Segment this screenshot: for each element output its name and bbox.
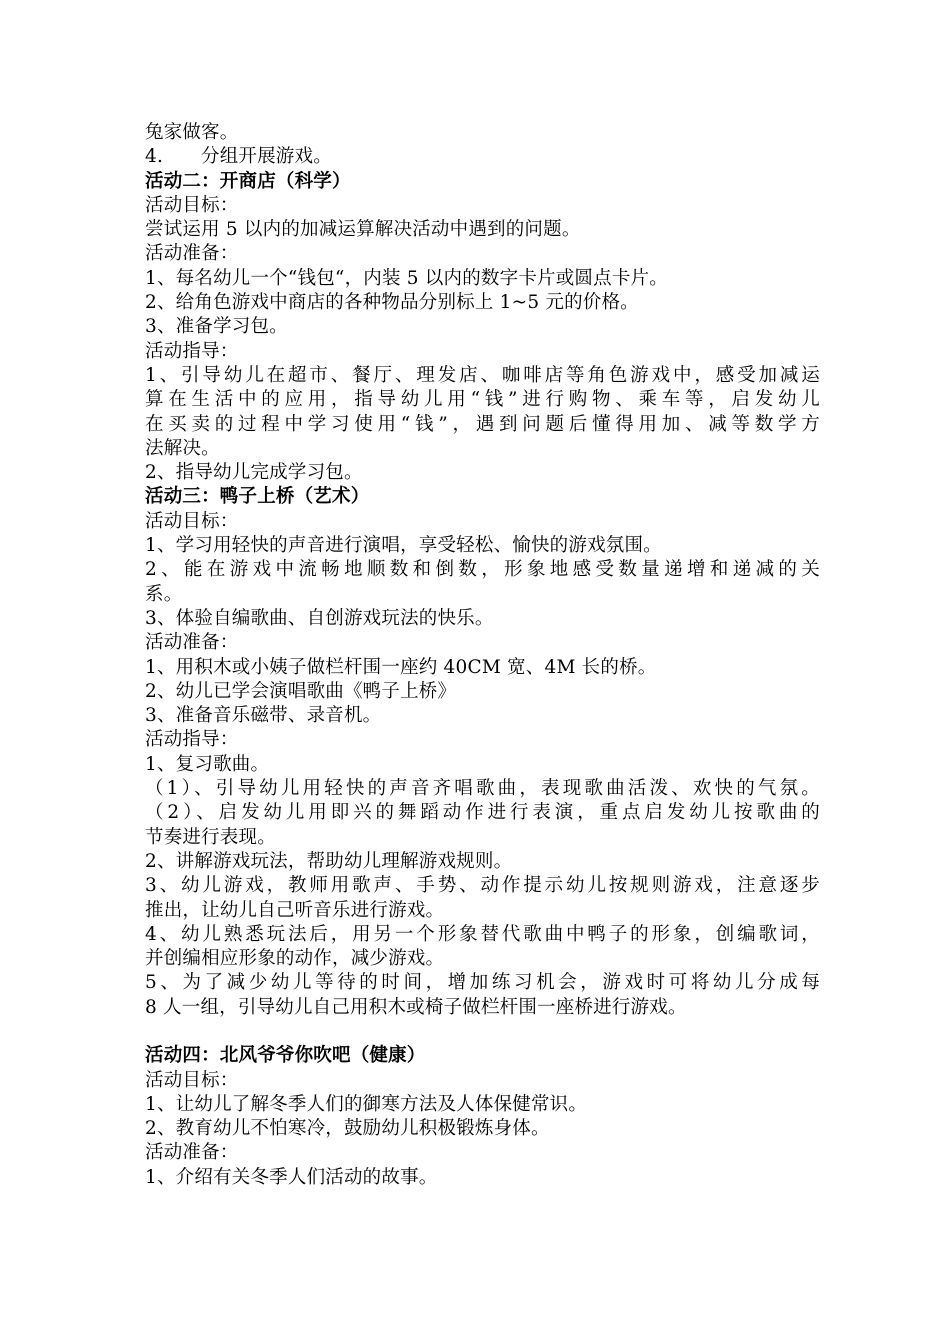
text-line: 算在生活中的应用，指导幼儿用“钱”进行购物、乘车等，启发幼儿 (145, 389, 820, 411)
text-line: 1、学习用轻快的声音进行演唱，享受轻松、愉快的游戏氛围。 (145, 535, 662, 557)
text-line: 推出，让幼儿自己听音乐进行游戏。 (145, 899, 445, 921)
text-line: 1、每名幼儿一个“钱包“，内装 5 以内的数字卡片或圆点卡片。 (145, 267, 668, 289)
text-line: 活动准备： (145, 1142, 239, 1164)
text-line: 2、能在游戏中流畅地顺数和倒数，形象地感受数量递增和递减的关 (145, 559, 820, 581)
text-line: 活动目标： (145, 1069, 239, 1091)
text-line: 2、给角色游戏中商店的各种物品分别标上 1~5 元的价格。 (145, 292, 639, 314)
text-line: 活动目标： (145, 194, 239, 216)
text-line: 2、讲解游戏玩法，帮助幼儿理解游戏规则。 (145, 850, 513, 872)
text-line: 8 人一组，引导幼儿自己用积木或椅子做栏杆围一座桥进行游戏。 (145, 996, 687, 1018)
list-number: 4. (145, 146, 164, 168)
text-line: 3、体验自编歌曲、自创游戏玩法的快乐。 (145, 607, 494, 629)
text-line: 1、用积木或小姨子做栏杆围一座约 40CM 宽、4M 长的桥。 (145, 656, 657, 678)
text-line: 1、引导幼儿在超市、餐厅、理发店、咖啡店等角色游戏中，感受加减运 (145, 364, 820, 386)
text-line: 节奏进行表现。 (145, 826, 276, 848)
section-heading: 活动二：开商店（科学） (145, 170, 351, 192)
text-line: 在买卖的过程中学习使用“钱”，遇到问题后懂得用加、减等数学方 (145, 413, 820, 435)
text-line: 3、幼儿游戏，教师用歌声、手势、动作提示幼儿按规则游戏，注意逐步 (145, 875, 820, 897)
section-heading: 活动三：鸭子上桥（艺术） (145, 486, 370, 508)
text-line: 1、介绍有关冬季人们活动的故事。 (145, 1166, 438, 1188)
text-line: （2）、启发幼儿用即兴的舞蹈动作进行表演，重点启发幼儿按歌曲的 (145, 802, 820, 824)
text-line: 2、指导幼儿完成学习包。 (145, 462, 363, 484)
text-line: 5、为了减少幼儿等待的时间，增加练习机会，游戏时可将幼儿分成每 (145, 972, 820, 994)
text-line: 2、幼儿已学会演唱歌曲《鸭子上桥》 (145, 680, 457, 702)
text-line: 4、幼儿熟悉玩法后，用另一个形象替代歌曲中鸭子的形象，创编歌词， (145, 923, 820, 945)
section-heading: 活动四：北风爷爷你吹吧（健康） (145, 1045, 426, 1067)
text-line: 活动指导： (145, 340, 239, 362)
text-line: 法解决。 (145, 437, 220, 459)
document-page (145, 121, 820, 1190)
text-line: 活动指导： (145, 729, 239, 751)
text-line: 2、教育幼儿不怕寒冷，鼓励幼儿积极锻炼身体。 (145, 1118, 550, 1140)
text-line: 活动目标： (145, 510, 239, 532)
blank-line (145, 1020, 820, 1044)
text-line: 1、复习歌曲。 (145, 753, 270, 775)
text-line (145, 145, 820, 169)
text-line: 活动准备： (145, 632, 239, 654)
text-line: 活动准备： (145, 243, 239, 265)
text-line: 尝试运用 5 以内的加减运算解决活动中遇到的问题。 (145, 219, 581, 241)
text-line: 并创编相应形象的动作，减少游戏。 (145, 948, 445, 970)
text-line: 兔家做客。 (145, 122, 239, 143)
text-line: （1）、引导幼儿用轻快的声音齐唱歌曲，表现歌曲活泼、欢快的气氛。 (145, 778, 820, 800)
text-line: 系。 (145, 583, 183, 605)
text-line: 3、准备学习包。 (145, 316, 288, 338)
list-text: 分组开展游戏。 (201, 146, 332, 168)
text-line: 3、准备音乐磁带、录音机。 (145, 705, 382, 727)
text-line: 1、让幼儿了解冬季人们的御寒方法及人体保健常识。 (145, 1093, 588, 1115)
